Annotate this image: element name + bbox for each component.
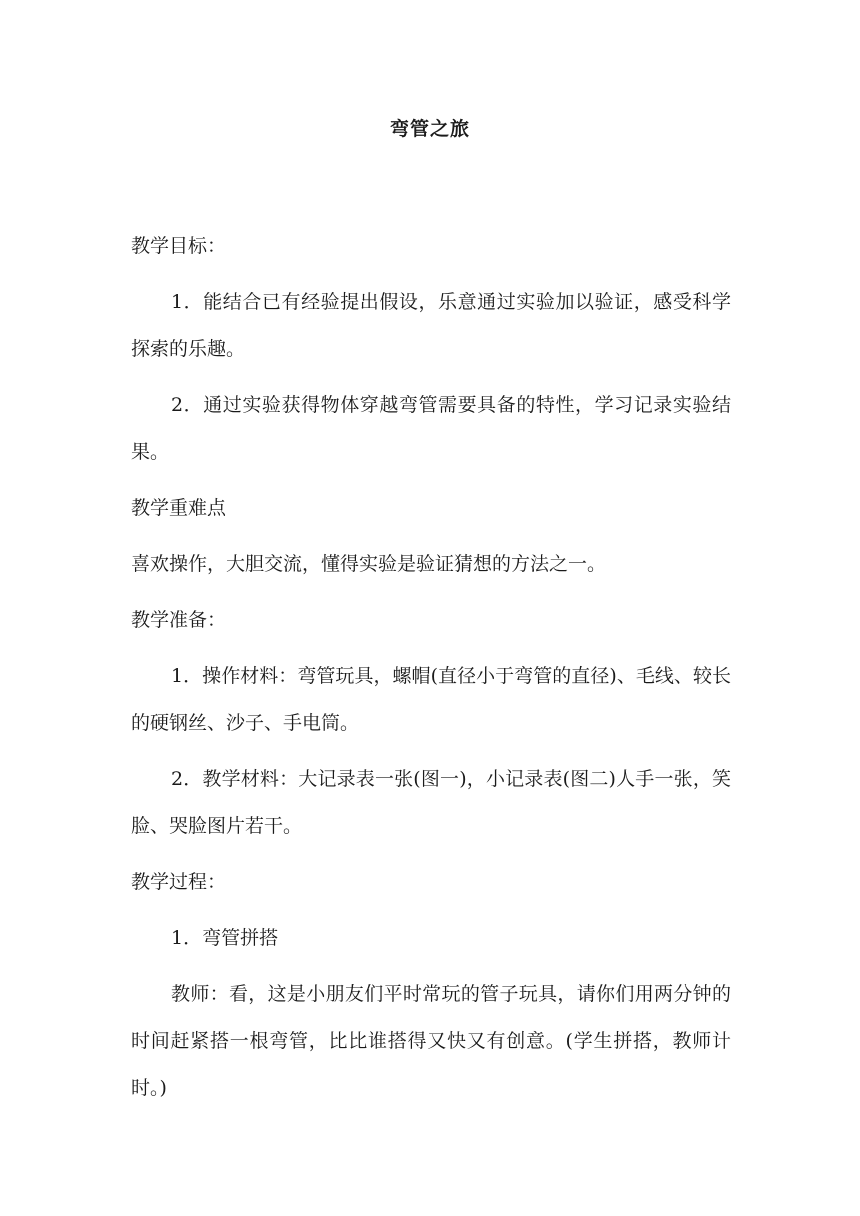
key-points-text: 喜欢操作，大胆交流，懂得实验是验证猜想的方法之一。 [131, 553, 607, 575]
preparation-1: 1．操作材料：弯管玩具，螺帽(直径小于弯管的直径)、毛线、较长的硬钢丝、沙子、手电筒。 [131, 665, 731, 734]
process-step-1-teacher: 教师：看，这是小朋友们平时常玩的管子玩具，请你们用两分钟的时间赶紧搭一根弯管，比比谁搭得又快又有创意。(学生拼搭，教师计时。) [131, 983, 731, 1099]
objective-2: 2．通过实验获得物体穿越弯管需要具备的特性，学习记录实验结果。 [131, 394, 731, 463]
section-heading-process: 教学过程： [131, 871, 227, 893]
objective-1: 1．能结合已有经验提出假设，乐意通过实验加以验证，感受科学探索的乐趣。 [131, 291, 731, 360]
document-body [131, 223, 731, 1121]
section-heading-key-points: 教学重难点 [131, 497, 227, 519]
preparation-2: 2．教学材料：大记录表一张(图一)，小记录表(图二)人手一张，笑脸、哭脸图片若干。 [131, 768, 731, 837]
process-step-1: 1．弯管拼搭 [171, 927, 279, 949]
document-title: 弯管之旅 [389, 118, 470, 140]
section-heading-preparation: 教学准备： [131, 609, 227, 631]
section-heading-objectives: 教学目标： [131, 235, 227, 257]
